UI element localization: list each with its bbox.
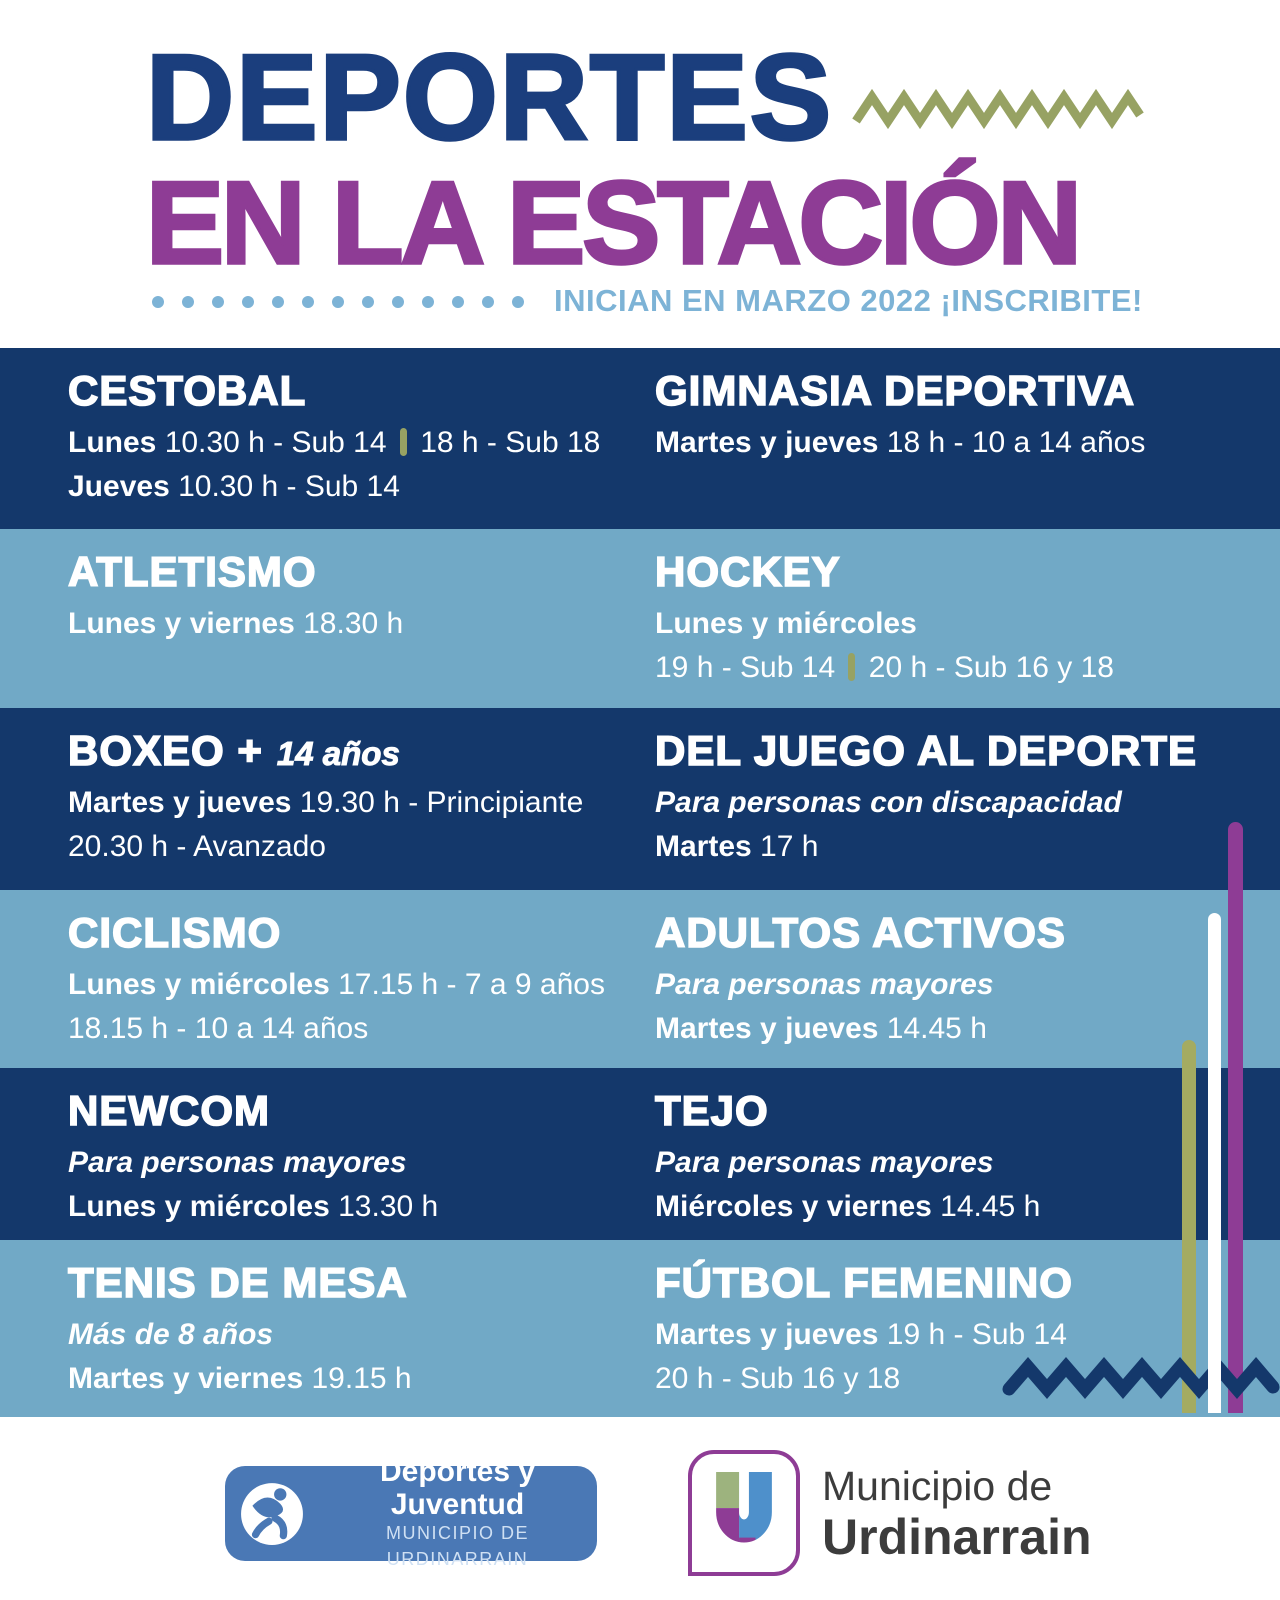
separator-bar (400, 428, 407, 456)
dot (152, 296, 164, 308)
sport-title: FÚTBOL FEMENINO (655, 1259, 1073, 1306)
municipality-line1: Municipio de (822, 1463, 1053, 1509)
schedule-line: Miércoles y viernes 14.45 h (655, 1189, 1041, 1223)
dot (392, 296, 404, 308)
sport-title: CICLISMO (68, 909, 282, 956)
zigzag-decoration-bottom (1002, 1356, 1280, 1400)
poster-header (0, 0, 1280, 348)
sport-title: DEL JUEGO AL DEPORTE (655, 727, 1197, 774)
zigzag-decoration-top (852, 88, 1144, 132)
schedule-line: Martes y jueves 19.30 h - Principiante (68, 786, 584, 820)
sport-title: GIMNASIA DEPORTIVA (655, 367, 1136, 414)
dot (422, 296, 434, 308)
sport-newcom (68, 1088, 655, 1240)
badge-text (318, 1455, 597, 1571)
schedule-line: Martes y viernes 19.15 h (68, 1361, 412, 1395)
sport-title-suffix: 14 años (276, 735, 400, 772)
schedule-line: Lunes 10.30 h - Sub 14 18 h - Sub 18 (68, 426, 601, 460)
municipality-line2: Urdinarrain (822, 1509, 1092, 1565)
schedule-line: Más de 8 años (68, 1318, 274, 1352)
sport-atletismo (68, 549, 655, 708)
dot (212, 296, 224, 308)
schedule-line: Para personas mayores (655, 968, 994, 1002)
schedule-line: Jueves 10.30 h - Sub 14 (68, 469, 400, 503)
sport-hockey (655, 549, 1280, 708)
dot (242, 296, 254, 308)
sport-title: HOCKEY (655, 548, 841, 595)
vertical-line-white (1208, 913, 1221, 1413)
schedule-line: Para personas mayores (68, 1146, 407, 1180)
sport-gimnasia-deportiva (655, 368, 1280, 529)
u-logo-mark (703, 1467, 785, 1559)
sport-boxeo (68, 728, 655, 890)
sport-cestobal (68, 368, 655, 529)
dot (362, 296, 374, 308)
band-boxeo-deljuego (0, 708, 1280, 890)
sport-del-juego-al-deporte (655, 728, 1280, 890)
schedule-line: Martes 17 h (655, 829, 819, 863)
band-newcom-tejo (0, 1068, 1280, 1240)
schedule-line: Para personas con discapacidad (655, 786, 1122, 820)
dot (482, 296, 494, 308)
band-atletismo-hockey (0, 529, 1280, 708)
runner-icon (239, 1481, 305, 1547)
schedule-line: Lunes y miércoles 13.30 h (68, 1189, 439, 1223)
poster-footer (0, 1417, 1280, 1600)
dotted-line-decoration (152, 296, 524, 308)
schedule-line: Lunes y miércoles 17.15 h - 7 a 9 años (68, 968, 605, 1002)
schedule-line: Martes y jueves 19 h - Sub 14 (655, 1318, 1067, 1352)
dot (512, 296, 524, 308)
dot (452, 296, 464, 308)
schedule-line: Martes y jueves 14.45 h (655, 1011, 987, 1045)
sport-title: TENIS DE MESA (68, 1259, 408, 1306)
badge-title: Deportes y Juventud (379, 1455, 536, 1522)
vertical-line-purple (1228, 822, 1243, 1413)
dot (332, 296, 344, 308)
schedule-line: 18.15 h - 10 a 14 años (68, 1011, 369, 1045)
sport-tenis-de-mesa (68, 1260, 655, 1417)
band-cestobal-gimnasia (0, 348, 1280, 529)
schedule-line: 20 h - Sub 16 y 18 (655, 1361, 901, 1395)
title-line2: EN LA ESTACIÓN (146, 157, 1080, 288)
sport-title: ADULTOS ACTIVOS (655, 909, 1066, 956)
dot (272, 296, 284, 308)
badge-subtitle: MUNICIPIO DE URDINARRAIN (385, 1523, 529, 1569)
band-ciclismo-adultos (0, 890, 1280, 1068)
tagline: INICIAN EN MARZO 2022 ¡INSCRIBITE! (554, 283, 1143, 318)
sport-title: TEJO (655, 1087, 769, 1134)
sport-ciclismo (68, 910, 655, 1068)
municipality-name (822, 1463, 1092, 1565)
dot (302, 296, 314, 308)
schedule-line: 19 h - Sub 14 20 h - Sub 16 y 18 (655, 650, 1114, 684)
schedule-line: Lunes y miércoles (655, 607, 917, 641)
sport-title: ATLETISMO (68, 548, 317, 595)
schedule-line: Martes y jueves 18 h - 10 a 14 años (655, 426, 1146, 460)
sport-title: NEWCOM (68, 1087, 270, 1134)
schedule-line: Para personas mayores (655, 1146, 994, 1180)
dot (182, 296, 194, 308)
schedule-line: Lunes y viernes 18.30 h (68, 607, 404, 641)
municipality-logo (688, 1450, 800, 1576)
deportes-juventud-badge (225, 1455, 597, 1569)
sport-title-text: BOXEO + (68, 727, 263, 774)
sport-title: CESTOBAL (68, 367, 307, 414)
title-line1: DEPORTES (146, 29, 834, 165)
sport-title (68, 728, 655, 774)
schedule-bands (0, 348, 1280, 1417)
schedule-line: 20.30 h - Avanzado (68, 829, 326, 863)
separator-bar (848, 653, 855, 681)
